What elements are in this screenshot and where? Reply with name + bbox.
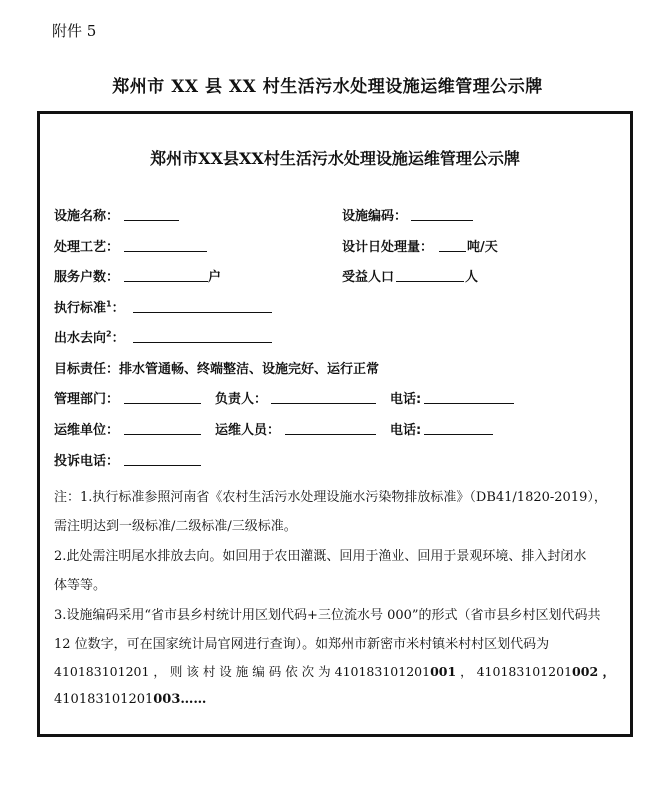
standard-blank[interactable] bbox=[133, 312, 272, 313]
notice-board bbox=[37, 111, 633, 737]
standard-label: 执行标准$^1$： bbox=[54, 299, 125, 316]
facility-code-blank[interactable] bbox=[411, 220, 473, 221]
board-title: 郑州市XX县XX村生活污水处理设施运维管理公示牌 bbox=[150, 149, 520, 168]
design-capacity-blank[interactable] bbox=[439, 251, 466, 252]
code-example-1: 410183101201001 bbox=[334, 664, 457, 679]
code-example-3: 410183101201003…… bbox=[54, 692, 207, 707]
phone2-label: 电话: bbox=[390, 423, 422, 438]
note-3-line-2: 12 位数字，可在国家统计局官网进行查询）。如郑州市新密市米村镇米村村区划代码为 bbox=[54, 637, 550, 652]
footnote-2-ref: 2 bbox=[106, 329, 112, 339]
facility-name-blank[interactable] bbox=[124, 220, 179, 221]
department-label: 管理部门： bbox=[54, 392, 120, 407]
responsible-blank[interactable] bbox=[271, 403, 376, 404]
phone1-blank[interactable] bbox=[424, 403, 514, 404]
note-1-line-1: 注：1.执行标准参照河南省《农村生活污水处理设施水污染物排放标准》（DB41/1820-2019）， bbox=[54, 490, 607, 505]
capacity-unit: 吨/天 bbox=[467, 240, 498, 255]
note-3-line-3: 410183101201 ， 则 该 村 设 施 编 码 依 次 为 410183101201001 ， 410183101201002 ， bbox=[54, 664, 615, 679]
maintenance-staff-blank[interactable] bbox=[285, 434, 376, 435]
responsible-label: 负责人： bbox=[215, 392, 268, 407]
population-unit: 人 bbox=[465, 270, 479, 285]
maintenance-staff-label: 运维人员： bbox=[215, 423, 281, 438]
population-label: 受益人口 bbox=[342, 270, 395, 285]
households-unit: 户 bbox=[208, 270, 222, 285]
note-3-line-4 bbox=[54, 692, 206, 707]
discharge-blank[interactable] bbox=[133, 342, 272, 343]
households-label: 服务户数： bbox=[54, 270, 120, 285]
attachment-label: 附件 5 bbox=[52, 22, 97, 40]
maintenance-unit-blank[interactable] bbox=[124, 434, 201, 435]
note-3-line-1: 3.设施编码采用“省市县乡村统计用区划代码+三位流水号 000”的形式（省市县乡村区划代码共 bbox=[54, 608, 601, 623]
design-capacity-label: 设计日处理量： bbox=[342, 240, 434, 255]
phone1-label: 电话: bbox=[390, 392, 422, 407]
process-label: 处理工艺： bbox=[54, 240, 120, 255]
phone2-blank[interactable] bbox=[424, 434, 493, 435]
page-title: 郑州市 XX 县 XX 村生活污水处理设施运维管理公示牌 bbox=[112, 77, 543, 97]
note-1-line-2: 需注明达到一级标准/二级标准/三级标准。 bbox=[54, 519, 297, 534]
maintenance-unit-label: 运维单位： bbox=[54, 423, 120, 438]
complaint-phone-label: 投诉电话： bbox=[54, 454, 120, 469]
target-responsibility: 目标责任：排水管通畅、终端整洁、设施完好、运行正常 bbox=[54, 362, 380, 377]
code-example-2: 410183101201002 bbox=[476, 664, 599, 679]
department-blank[interactable] bbox=[124, 403, 201, 404]
facility-code-label: 设施编码： bbox=[342, 209, 408, 224]
process-blank[interactable] bbox=[124, 251, 207, 252]
households-blank[interactable] bbox=[124, 281, 208, 282]
footnote-1-ref: 1 bbox=[106, 299, 112, 309]
population-blank[interactable] bbox=[396, 281, 464, 282]
facility-name-label: 设施名称： bbox=[54, 209, 120, 224]
note-2-line-2: 体等等。 bbox=[54, 578, 107, 593]
discharge-label: 出水去向$^2$： bbox=[54, 329, 125, 346]
complaint-phone-blank[interactable] bbox=[124, 465, 201, 466]
note-2-line-1: 2.此处需注明尾水排放去向。如回用于农田灌溉、回用于渔业、回用于景观环境、排入封闭水 bbox=[54, 549, 587, 564]
